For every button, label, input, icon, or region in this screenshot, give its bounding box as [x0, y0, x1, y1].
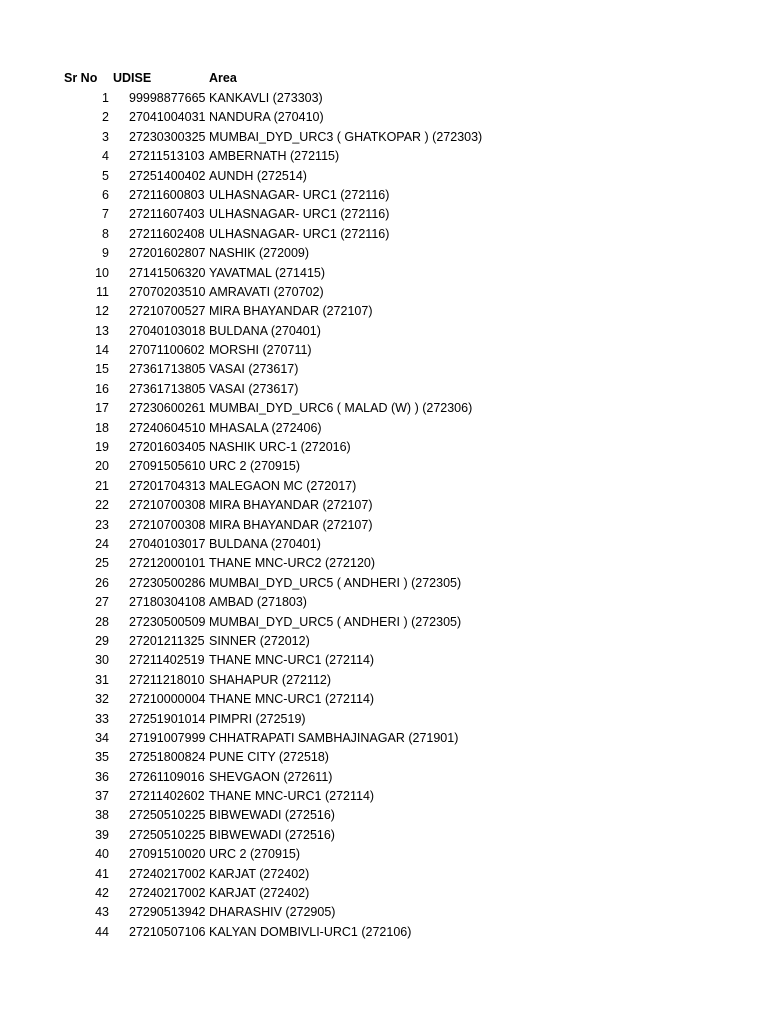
cell-udise: 27210507106	[129, 924, 206, 939]
cell-sr-no: 28	[95, 614, 109, 629]
table-row	[0, 923, 768, 942]
cell-udise: 27230500509	[129, 614, 206, 629]
cell-udise: 27091505610	[129, 459, 206, 474]
cell-area: KARJAT (272402)	[209, 866, 310, 881]
cell-sr-no: 29	[95, 633, 109, 648]
table-row	[0, 205, 768, 224]
cell-sr-no: 2	[102, 110, 109, 125]
cell-udise: 27141506320	[129, 265, 206, 280]
cell-udise: 27240217002	[129, 886, 206, 901]
cell-sr-no: 30	[95, 653, 109, 668]
cell-sr-no: 27	[95, 595, 109, 610]
table-row	[0, 147, 768, 166]
table-row	[0, 516, 768, 535]
data-table	[0, 69, 768, 942]
cell-udise: 27040103017	[129, 536, 206, 551]
cell-area: AMRAVATI (270702)	[209, 284, 324, 299]
cell-udise: 27250510225	[129, 808, 206, 823]
cell-udise: 27251800824	[129, 750, 206, 765]
cell-sr-no: 24	[95, 536, 109, 551]
cell-udise: 27230600261	[129, 401, 206, 416]
cell-sr-no: 42	[95, 886, 109, 901]
cell-area: AMBAD (271803)	[209, 595, 307, 610]
cell-udise: 27211402519	[129, 653, 205, 668]
cell-area: SHEVGAON (272611)	[209, 769, 333, 784]
cell-area: MUMBAI_DYD_URC5 ( ANDHERI ) (272305)	[209, 575, 462, 590]
table-row	[0, 380, 768, 399]
table-row	[0, 283, 768, 302]
header-area: Area	[209, 71, 237, 85]
cell-udise: 27091510020	[129, 847, 206, 862]
cell-udise: 27211218010	[129, 672, 205, 687]
cell-sr-no: 14	[95, 343, 109, 358]
cell-sr-no: 21	[95, 478, 109, 493]
cell-sr-no: 22	[95, 498, 109, 513]
cell-udise: 27211607403	[129, 207, 205, 222]
cell-udise: 99998877665	[129, 91, 206, 105]
cell-udise: 27212000101	[129, 556, 206, 571]
cell-sr-no: 12	[95, 304, 109, 319]
table-row	[0, 787, 768, 806]
cell-sr-no: 11	[96, 284, 109, 299]
cell-udise: 27180304108	[129, 595, 206, 610]
table-row	[0, 438, 768, 457]
cell-sr-no: 8	[102, 226, 109, 241]
cell-udise: 27070203510	[129, 284, 206, 299]
table-row	[0, 496, 768, 515]
table-row	[0, 419, 768, 438]
cell-sr-no: 44	[95, 924, 109, 939]
table-row	[0, 593, 768, 612]
cell-sr-no: 16	[95, 381, 109, 396]
cell-sr-no: 5	[102, 168, 109, 183]
table-header-row	[0, 69, 768, 89]
table-row	[0, 264, 768, 283]
cell-udise: 27210700308	[129, 517, 206, 532]
cell-area: THANE MNC-URC1 (272114)	[209, 692, 375, 707]
table-row	[0, 360, 768, 379]
cell-udise: 27071100602	[129, 343, 205, 358]
cell-sr-no: 6	[102, 187, 109, 202]
cell-sr-no: 36	[95, 769, 109, 784]
cell-sr-no: 34	[95, 730, 109, 745]
cell-area: THANE MNC-URC1 (272114)	[209, 789, 375, 804]
table-row	[0, 710, 768, 729]
cell-udise: 27191007999	[129, 730, 206, 745]
cell-area: PIMPRI (272519)	[209, 711, 306, 726]
cell-area: BIBWEWADI (272516)	[209, 808, 335, 823]
cell-area: MORSHI (270711)	[209, 343, 312, 358]
cell-area: BIBWEWADI (272516)	[209, 827, 335, 842]
cell-area: NANDURA (270410)	[209, 110, 324, 125]
cell-area: MIRA BHAYANDAR (272107)	[209, 517, 373, 532]
cell-sr-no: 19	[95, 440, 109, 455]
cell-udise: 27240217002	[129, 866, 206, 881]
cell-udise: 27261109016	[129, 769, 205, 784]
cell-area: ULHASNAGAR- URC1 (272116)	[209, 207, 390, 222]
cell-udise: 27251400402	[129, 168, 206, 183]
cell-udise: 27201602807	[129, 246, 206, 261]
cell-udise: 27210000004	[129, 692, 206, 707]
cell-area: YAVATMAL (271415)	[209, 265, 326, 280]
cell-udise: 27361713805	[129, 362, 206, 377]
table-row	[0, 322, 768, 341]
cell-area: SHAHAPUR (272112)	[209, 672, 332, 687]
cell-area: AMBERNATH (272115)	[209, 149, 340, 164]
cell-sr-no: 1	[102, 91, 109, 105]
cell-sr-no: 25	[95, 556, 109, 571]
cell-sr-no: 31	[95, 672, 109, 687]
cell-udise: 27230300325	[129, 129, 206, 144]
cell-sr-no: 43	[95, 905, 109, 920]
cell-sr-no: 7	[102, 207, 109, 222]
cell-area: MALEGAON MC (272017)	[209, 478, 357, 493]
table-row	[0, 690, 768, 709]
cell-udise: 27361713805	[129, 381, 206, 396]
table-row	[0, 302, 768, 321]
cell-area: PUNE CITY (272518)	[209, 750, 329, 765]
cell-area: KARJAT (272402)	[209, 886, 310, 901]
cell-area: KANKAVLI (273303)	[209, 91, 323, 105]
cell-sr-no: 13	[95, 323, 109, 338]
table-row	[0, 186, 768, 205]
table-row	[0, 167, 768, 186]
cell-area: ULHASNAGAR- URC1 (272116)	[209, 187, 390, 202]
header-udise: UDISE	[113, 71, 152, 85]
cell-area: SINNER (272012)	[209, 633, 310, 648]
cell-sr-no: 9	[102, 246, 109, 261]
table-row	[0, 128, 768, 147]
cell-sr-no: 4	[102, 149, 109, 164]
cell-sr-no: 10	[95, 265, 109, 280]
cell-udise: 27201704313	[129, 478, 206, 493]
cell-sr-no: 20	[95, 459, 109, 474]
cell-area: VASAI (273617)	[209, 362, 299, 377]
cell-sr-no: 41	[95, 866, 109, 881]
table-row	[0, 884, 768, 903]
table-row	[0, 477, 768, 496]
table-row	[0, 108, 768, 127]
cell-area: MIRA BHAYANDAR (272107)	[209, 304, 373, 319]
table-row	[0, 651, 768, 670]
cell-sr-no: 37	[95, 789, 109, 804]
cell-area: DHARASHIV (272905)	[209, 905, 336, 920]
cell-area: NASHIK URC-1 (272016)	[209, 440, 351, 455]
table-row	[0, 613, 768, 632]
table-row	[0, 845, 768, 864]
table-row	[0, 554, 768, 573]
cell-udise: 27211602408	[129, 226, 205, 241]
cell-udise: 27240604510	[129, 420, 206, 435]
table-row	[0, 89, 768, 108]
cell-area: NASHIK (272009)	[209, 246, 310, 261]
cell-udise: 27290513942	[129, 905, 206, 920]
cell-udise: 27210700527	[129, 304, 206, 319]
table-row	[0, 535, 768, 554]
cell-udise: 27211600803	[129, 187, 205, 202]
cell-sr-no: 17	[95, 401, 109, 416]
cell-area: VASAI (273617)	[209, 381, 299, 396]
table-row	[0, 399, 768, 418]
table-row	[0, 574, 768, 593]
cell-sr-no: 39	[95, 827, 109, 842]
cell-udise: 27041004031	[129, 110, 206, 125]
cell-area: MUMBAI_DYD_URC3 ( GHATKOPAR ) (272303)	[209, 129, 483, 144]
cell-area: URC 2 (270915)	[209, 847, 301, 862]
table-row	[0, 671, 768, 690]
cell-sr-no: 15	[95, 362, 109, 377]
table-row	[0, 225, 768, 244]
cell-udise: 27250510225	[129, 827, 206, 842]
cell-area: THANE MNC-URC2 (272120)	[209, 556, 376, 571]
table-row	[0, 748, 768, 767]
cell-area: URC 2 (270915)	[209, 459, 301, 474]
cell-sr-no: 26	[95, 575, 109, 590]
table-body	[0, 89, 768, 942]
cell-udise: 27211402602	[129, 789, 205, 804]
cell-area: BULDANA (270401)	[209, 536, 321, 551]
cell-area: KALYAN DOMBIVLI-URC1 (272106)	[209, 924, 412, 939]
cell-udise: 27211513103	[129, 149, 205, 164]
header-sr-no: Sr No	[64, 71, 98, 85]
table-row	[0, 903, 768, 922]
cell-area: BULDANA (270401)	[209, 323, 321, 338]
cell-udise: 27201603405	[129, 440, 206, 455]
cell-sr-no: 35	[95, 750, 109, 765]
cell-area: CHHATRAPATI SAMBHAJINAGAR (271901)	[209, 730, 459, 745]
table-row	[0, 806, 768, 825]
table-row	[0, 826, 768, 845]
cell-area: MUMBAI_DYD_URC5 ( ANDHERI ) (272305)	[209, 614, 462, 629]
cell-udise: 27040103018	[129, 323, 206, 338]
table-row	[0, 768, 768, 787]
cell-area: MUMBAI_DYD_URC6 ( MALAD (W) ) (272306)	[209, 401, 473, 416]
table-row	[0, 457, 768, 476]
cell-area: THANE MNC-URC1 (272114)	[209, 653, 375, 668]
cell-sr-no: 32	[95, 692, 109, 707]
cell-udise: 27210700308	[129, 498, 206, 513]
table-row	[0, 865, 768, 884]
cell-sr-no: 38	[95, 808, 109, 823]
cell-sr-no: 40	[95, 847, 109, 862]
cell-area: MIRA BHAYANDAR (272107)	[209, 498, 373, 513]
cell-area: AUNDH (272514)	[209, 168, 307, 183]
cell-udise: 27230500286	[129, 575, 206, 590]
table-row	[0, 632, 768, 651]
cell-sr-no: 18	[95, 420, 109, 435]
table-row	[0, 341, 768, 360]
table-row	[0, 729, 768, 748]
cell-area: ULHASNAGAR- URC1 (272116)	[209, 226, 390, 241]
table-row	[0, 244, 768, 263]
cell-udise: 27201211325	[129, 633, 205, 648]
cell-sr-no: 23	[95, 517, 109, 532]
cell-udise: 27251901014	[129, 711, 206, 726]
cell-sr-no: 3	[102, 129, 109, 144]
cell-sr-no: 33	[95, 711, 109, 726]
cell-area: MHASALA (272406)	[209, 420, 322, 435]
